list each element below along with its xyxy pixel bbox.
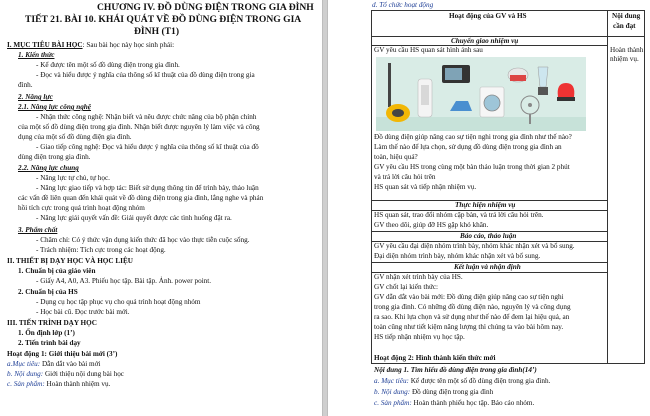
question-6: HS quan sát và tiếp nhận nhiệm vụ. xyxy=(374,183,477,191)
lesson-title-line1: TIẾT 21. BÀI 10. KHÁI QUÁT VỀ ĐỒ DÙNG ĐIỆN TRONG GIA xyxy=(25,14,302,25)
blender-icon xyxy=(538,67,548,95)
quality-heading: 3. Phẩm chất xyxy=(18,226,58,234)
tech-competence-heading: 2.1. Năng lực công nghệ xyxy=(18,103,91,111)
tech-item-1: - Nhận thức công nghệ: Nhận biết và nêu được chức năng của bộ phận chính xyxy=(36,113,257,121)
section-1-heading: I. MỤC TIÊU BÀI HỌC: Sau bài học này học sinh phải: xyxy=(7,41,175,49)
activity-2-heading: Hoạt động 2: Hình thành kiến thức mới xyxy=(374,354,496,362)
general-item-2: - Năng lực giao tiếp và hợp tác: Biết sử dụng thông tin để trình bày, thảo luận xyxy=(36,184,259,192)
quality-item-1: - Chăm chỉ: Có ý thức vận dụng kiến thức đã học vào thực tiễn cuộc sống. xyxy=(36,236,250,244)
col-header-content-2: cần đạt xyxy=(613,22,636,30)
table-col-divider xyxy=(607,10,608,364)
teacher-prep-item: - Giấy A4, A0, A3. Phiếu học tập. Bài tập. Ảnh. power point. xyxy=(36,277,212,285)
question-1: Đồ dùng điện giúp nâng cao sự tiện nghi trong gia đình như thế nào? xyxy=(374,133,572,141)
question-2: Làm thế nào để lựa chọn, sử dụng đồ dùng điện trong gia đình an xyxy=(374,143,562,151)
appliances-illustration xyxy=(376,57,586,131)
report-line-2: Đại diện nhóm trình bày, nhóm khác nhận xét và bổ sung. xyxy=(374,252,541,260)
knowledge-heading: 1. Kiến thức xyxy=(18,51,55,59)
question-4: GV yêu cầu HS trong cùng một bàn thảo luận trong thời gian 2 phút xyxy=(374,163,570,171)
question-3: toàn, hiệu quả? xyxy=(374,153,418,161)
kettle-icon xyxy=(557,83,575,101)
illustration-floor xyxy=(376,117,586,131)
row-header-report: Báo cáo, thảo luận xyxy=(460,232,517,240)
section-3-heading: III. TIẾN TRÌNH DẠY HỌC xyxy=(7,319,97,327)
question-5: và trả lời câu hỏi trên xyxy=(374,173,436,181)
teacher-prep-heading: 1. Chuẩn bị của giáo viên xyxy=(18,267,96,275)
col-header-activity: Hoạt động của GV và HS xyxy=(449,12,527,20)
lesson-process: 2. Tiến trình bài dạy xyxy=(18,339,81,347)
knowledge-item-2-cont: đình. xyxy=(18,81,33,89)
general-competence-heading: 2.2. Năng lực chung xyxy=(18,164,79,172)
class-stabilize: 1. Ổn định lớp (1’) xyxy=(18,329,75,337)
document-page-left xyxy=(0,0,322,416)
conclude-line-1: GV nhận xét trình bày của HS. xyxy=(374,273,463,281)
competence-heading: 2. Năng lực xyxy=(18,93,53,101)
general-item-2-cont2: hồi tích cực trong quá trình hoạt động nhóm xyxy=(18,204,145,212)
student-prep-item-1: - Dụng cụ học tập phục vụ cho quá trình hoạt động nhóm xyxy=(36,298,201,306)
general-item-1: - Năng lực tự chủ, tự học. xyxy=(36,174,110,182)
row-header-do: Thực hiện nhiệm vụ xyxy=(455,201,516,209)
general-item-2-cont: các vấn đề liên quan đến khái quát về đồ dùng điện trong gia đình, lắng nghe và phản xyxy=(18,194,264,202)
activity-1-product: c. Sản phẩm: Hoàn thành nhiệm vụ. xyxy=(7,380,111,388)
quality-item-2: - Trách nhiệm: Tích cực trong các hoạt động. xyxy=(36,246,166,254)
conclude-line-5: ra sao. Khi lựa chọn và sử dụng như thế nào để đem lại hiệu quả, an xyxy=(374,313,570,321)
organize-activity-label: d. Tổ chức hoạt động xyxy=(372,1,434,9)
row-header-transfer: Chuyển giao nhiệm vụ xyxy=(451,37,519,45)
student-prep-item-2: - Học bài cũ. Đọc trước bài mới. xyxy=(36,308,130,316)
activity-2-goal: a. Mục tiêu: Kể được tên một số đồ dùng điện trong gia đình. xyxy=(374,377,551,385)
section-2-heading: II. THIẾT BỊ DẠY HỌC VÀ HỌC LIỆU xyxy=(7,257,133,265)
tech-item-2: - Giao tiếp công nghệ: Đọc và hiểu được ý nghĩa của thông số kĩ thuật của đồ xyxy=(36,143,259,151)
air-purifier-icon xyxy=(418,79,432,117)
knowledge-item-2: - Đọc và hiểu được ý nghĩa của thông số kĩ thuật của đồ dùng điện trong gia xyxy=(36,71,255,79)
conclude-line-7: HS tiếp nhận nhiệm vụ học tập. xyxy=(374,333,465,341)
do-line-2: GV theo dõi, giúp đỡ HS gặp khó khăn. xyxy=(374,221,489,229)
activity-2-product: c. Sản phẩm: Hoàn thành phiếu học tập. Báo cáo nhóm. xyxy=(374,399,535,407)
microwave-icon xyxy=(442,65,470,83)
activity-2-content: b. Nội dung: Đồ dùng điện trong gia đình xyxy=(374,388,494,396)
report-line-1: GV yêu cầu đại diện nhóm trình bày, nhóm khác nhận xét và bổ sung. xyxy=(374,242,575,250)
activity-1-goal: a.Mục tiêu: Dẫn dắt vào bài mới xyxy=(7,360,101,368)
conclude-line-2: GV chốt lại kiến thức: xyxy=(374,283,439,291)
task-observe: GV yêu cầu HS quan sát hình ảnh sau xyxy=(374,46,483,54)
lesson-title-line2: ĐÌNH (T1) xyxy=(134,26,180,37)
do-line-1: HS quan sát, trao đổi nhóm cặp bàn, và trả lời câu hỏi trên. xyxy=(374,211,544,219)
conclude-line-3: GV dẫn dắt vào bài mới: Đồ dùng điện giúp nâng cao sự tiện nghi xyxy=(374,293,564,301)
student-prep-heading: 2. Chuẩn bị của HS xyxy=(18,288,78,296)
tech-item-1-cont2: dụng của một số đồ dùng điện gia đình. xyxy=(18,133,132,141)
knowledge-item-1: - Kể được tên một số đồ dùng điện trong gia đình. xyxy=(36,61,180,69)
activity-1-heading: Hoạt động 1: Giới thiệu bài mới (3’) xyxy=(7,350,118,358)
tech-item-2-cont: dùng điện trong gia đình. xyxy=(18,153,91,161)
conclude-line-6: toàn cũng như tiết kiệm năng lượng thì chúng ta vào bài hôm nay. xyxy=(374,323,564,331)
content-done-1: Hoàn thành xyxy=(610,46,644,54)
tech-item-1-cont: của một số đồ dùng điện trong gia đình. Nhận biết được nguyên lý làm việc và công xyxy=(18,123,260,131)
activity-1-content: b. Nội dung: Giới thiệu nội dung bài học xyxy=(7,370,124,378)
conclude-line-4: trong gia đình. Có những đồ dùng điện nào, nguyên lý và công dụng xyxy=(374,303,571,311)
general-item-3: - Năng lực giải quyết vấn đề: Giải quyết được các tình huống đặt ra. xyxy=(36,214,232,222)
content-done-2: nhiệm vụ. xyxy=(610,55,639,63)
chapter-title: CHƯƠNG IV. ĐỒ DÙNG ĐIỆN TRONG GIA ĐÌNH xyxy=(97,2,314,13)
col-header-content-1: Nội dung xyxy=(612,12,641,20)
washing-machine-icon xyxy=(480,87,504,117)
row-header-conclude: Kết luận và nhận định xyxy=(454,263,521,271)
rice-cooker-icon xyxy=(508,68,528,82)
content-1-heading: Nội dung 1. Tìm hiểu đồ dùng điện trong gia đình(14’) xyxy=(374,366,537,374)
